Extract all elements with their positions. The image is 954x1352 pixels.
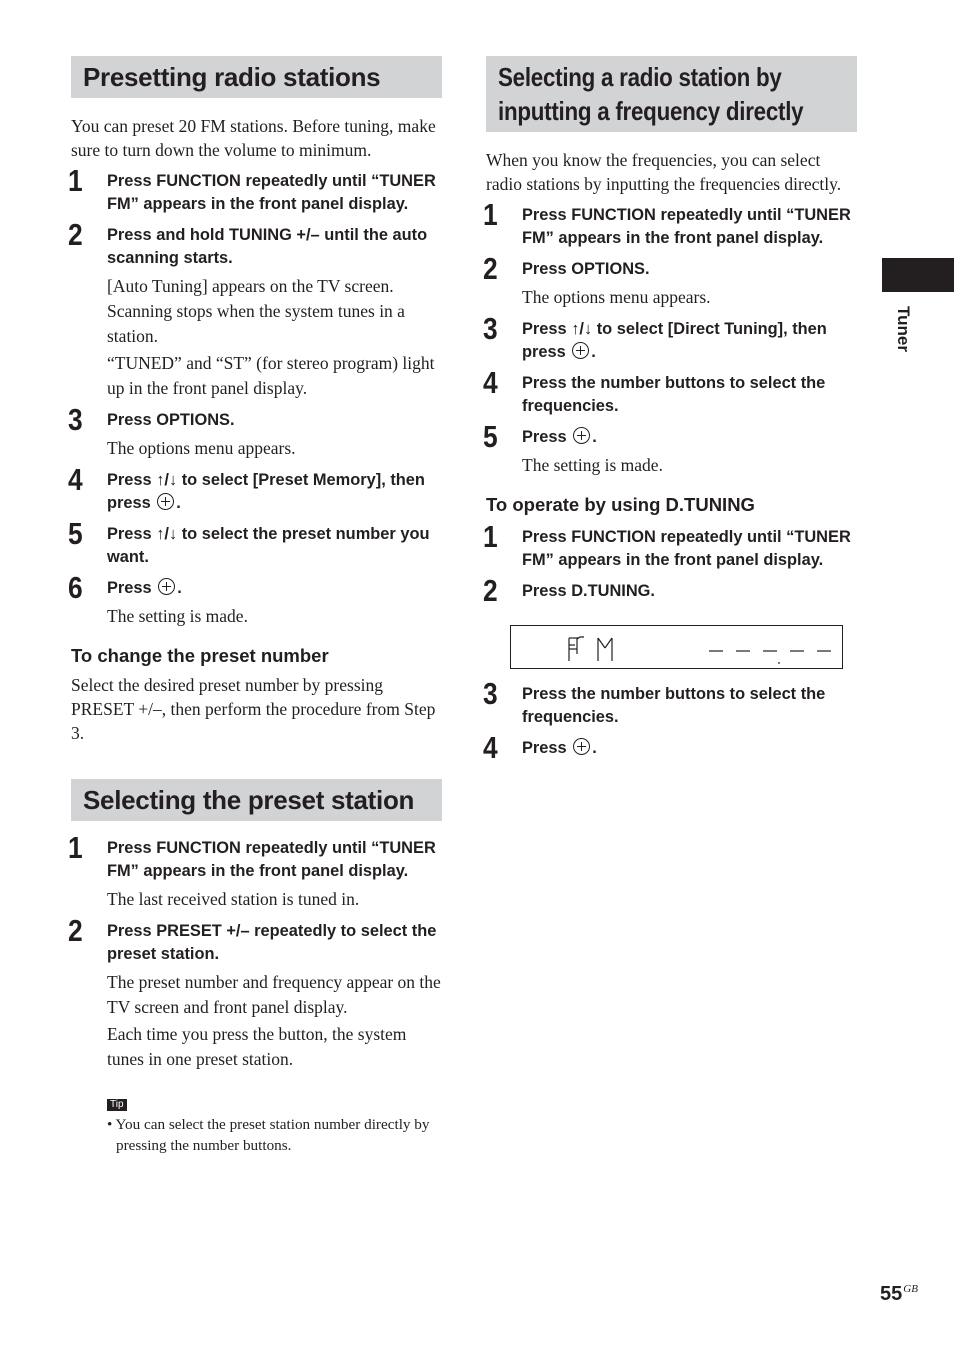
step-title: Press FUNCTION repeatedly until “TUNER FM” appears in the front panel display. — [522, 528, 851, 569]
direct-step-4 — [483, 365, 857, 418]
direct-step-1 — [483, 197, 857, 250]
page-region-suffix: GB — [903, 1283, 918, 1295]
step-number: 2 — [483, 573, 498, 608]
preset-step-3 — [68, 402, 442, 461]
step-number: 3 — [68, 402, 83, 437]
preset-step-6 — [68, 570, 442, 629]
step-number: 2 — [68, 913, 83, 948]
step-description — [107, 887, 442, 912]
step-title: Press . — [522, 428, 597, 446]
step-desc-line: The setting is made. — [522, 455, 663, 475]
right-column — [483, 56, 857, 765]
up-down-arrow-icon: ↑/↓ — [156, 525, 178, 543]
step-description — [522, 285, 857, 310]
step-desc-line: “TUNED” and “ST” (for stereo program) light up in the front panel display. — [107, 353, 435, 398]
enter-button-icon — [573, 738, 590, 755]
dtuning-heading: To operate by using D.TUNING — [486, 494, 755, 515]
left-column — [68, 56, 442, 1156]
step-number: 2 — [483, 251, 498, 286]
page-number-value: 55 — [880, 1283, 903, 1305]
step-title: Press the number buttons to select the frequencies. — [522, 374, 826, 415]
section-heading-direct-frequency: Selecting a radio station by inputting a frequency directly — [486, 56, 857, 132]
up-down-arrow-icon: ↑/↓ — [571, 320, 593, 338]
preset-step-2 — [68, 217, 442, 401]
step-title: Press ↑/↓ to select [Direct Tuning], then press . — [522, 320, 827, 361]
step-desc-line: The preset number and frequency appear on the TV screen and front panel display. — [107, 972, 441, 1017]
tip-text: • You can select the preset station number directly by pressing the number buttons. — [107, 1116, 430, 1154]
step-desc-line: Each time you press the button, the system tunes in one preset station. — [107, 1024, 407, 1069]
step-description — [107, 274, 442, 401]
tip-badge: Tip — [107, 1099, 127, 1111]
step-number: 4 — [483, 365, 498, 400]
step-description — [107, 970, 442, 1072]
dtuning-step-2 — [483, 573, 857, 608]
direct-step-2 — [483, 251, 857, 310]
step-number: 5 — [483, 419, 498, 454]
step-number: 2 — [68, 217, 83, 252]
step-number: 6 — [68, 570, 83, 605]
enter-button-icon — [572, 342, 589, 359]
step-title: Press ↑/↓ to select the preset number you want. — [107, 525, 430, 566]
step-title: Press FUNCTION repeatedly until “TUNER FM” appears in the front panel display. — [522, 206, 851, 247]
step-number: 1 — [68, 830, 83, 865]
step-title: Press OPTIONS. — [522, 260, 650, 278]
up-down-arrow-icon: ↑/↓ — [156, 471, 178, 489]
step-number: 1 — [483, 519, 498, 554]
step-number: 3 — [483, 676, 498, 711]
direct-step-5 — [483, 419, 857, 478]
step-number: 4 — [68, 462, 83, 497]
step-title: Press OPTIONS. — [107, 411, 235, 429]
step-number: 1 — [68, 163, 83, 198]
step-title: Press . — [107, 579, 182, 597]
step-desc-line: The last received station is tuned in. — [107, 889, 360, 909]
step-desc-line: The options menu appears. — [522, 287, 711, 307]
direct-step-3 — [483, 311, 857, 364]
preset-intro: You can preset 20 FM stations. Before tuning, make sure to turn down the volume to minimum. — [71, 116, 436, 160]
step-title: Press FUNCTION repeatedly until “TUNER FM” appears in the front panel display. — [107, 172, 436, 213]
dtuning-step-1 — [483, 519, 857, 572]
front-panel-display-illustration — [510, 625, 843, 669]
step-title: Press PRESET +/– repeatedly to select the preset station. — [107, 922, 437, 963]
tip-block — [71, 1094, 442, 1156]
dtuning-step-4 — [483, 730, 857, 765]
direct-intro: When you know the frequencies, you can select radio stations by inputting the frequencies directly. — [486, 150, 842, 194]
step-title: Press and hold TUNING +/– until the auto scanning starts. — [107, 226, 428, 267]
step-desc-line: The options menu appears. — [107, 438, 296, 458]
page-number — [880, 1283, 918, 1306]
step-number: 3 — [483, 311, 498, 346]
step-desc-line: The setting is made. — [107, 606, 248, 626]
step-description — [522, 453, 857, 478]
section-tab-marker — [882, 258, 954, 292]
step-title: Press D.TUNING. — [522, 582, 655, 600]
segment-display-readout — [511, 626, 843, 668]
step-desc-line: [Auto Tuning] appears on the TV screen. Scanning stops when the system tunes in a station. — [107, 276, 405, 346]
section-heading-presetting: Presetting radio stations — [71, 56, 442, 98]
enter-button-icon — [158, 578, 175, 595]
enter-button-icon — [573, 427, 590, 444]
enter-button-icon — [157, 493, 174, 510]
change-preset-heading: To change the preset number — [71, 645, 329, 666]
section-side-label: Tuner — [894, 306, 913, 352]
step-number: 4 — [483, 730, 498, 765]
step-title: Press ↑/↓ to select [Preset Memory], then press . — [107, 471, 425, 512]
preset-step-4 — [68, 462, 442, 515]
step-title: Press . — [522, 739, 597, 757]
step-title: Press FUNCTION repeatedly until “TUNER FM” appears in the front panel display. — [107, 839, 436, 880]
preset-step-5 — [68, 516, 442, 569]
step-number: 5 — [68, 516, 83, 551]
preset-step-1 — [68, 163, 442, 216]
dtuning-step-3 — [483, 676, 857, 729]
step-number: 1 — [483, 197, 498, 232]
step-description — [107, 436, 442, 461]
step-title: Press the number buttons to select the frequencies. — [522, 685, 826, 726]
step-description — [107, 604, 442, 629]
change-preset-text: Select the desired preset number by pressing PRESET +/–, then perform the procedure from Step 3. — [71, 675, 436, 743]
select-step-1 — [68, 830, 442, 912]
select-step-2 — [68, 913, 442, 1072]
section-heading-selecting-preset: Selecting the preset station — [71, 779, 442, 821]
